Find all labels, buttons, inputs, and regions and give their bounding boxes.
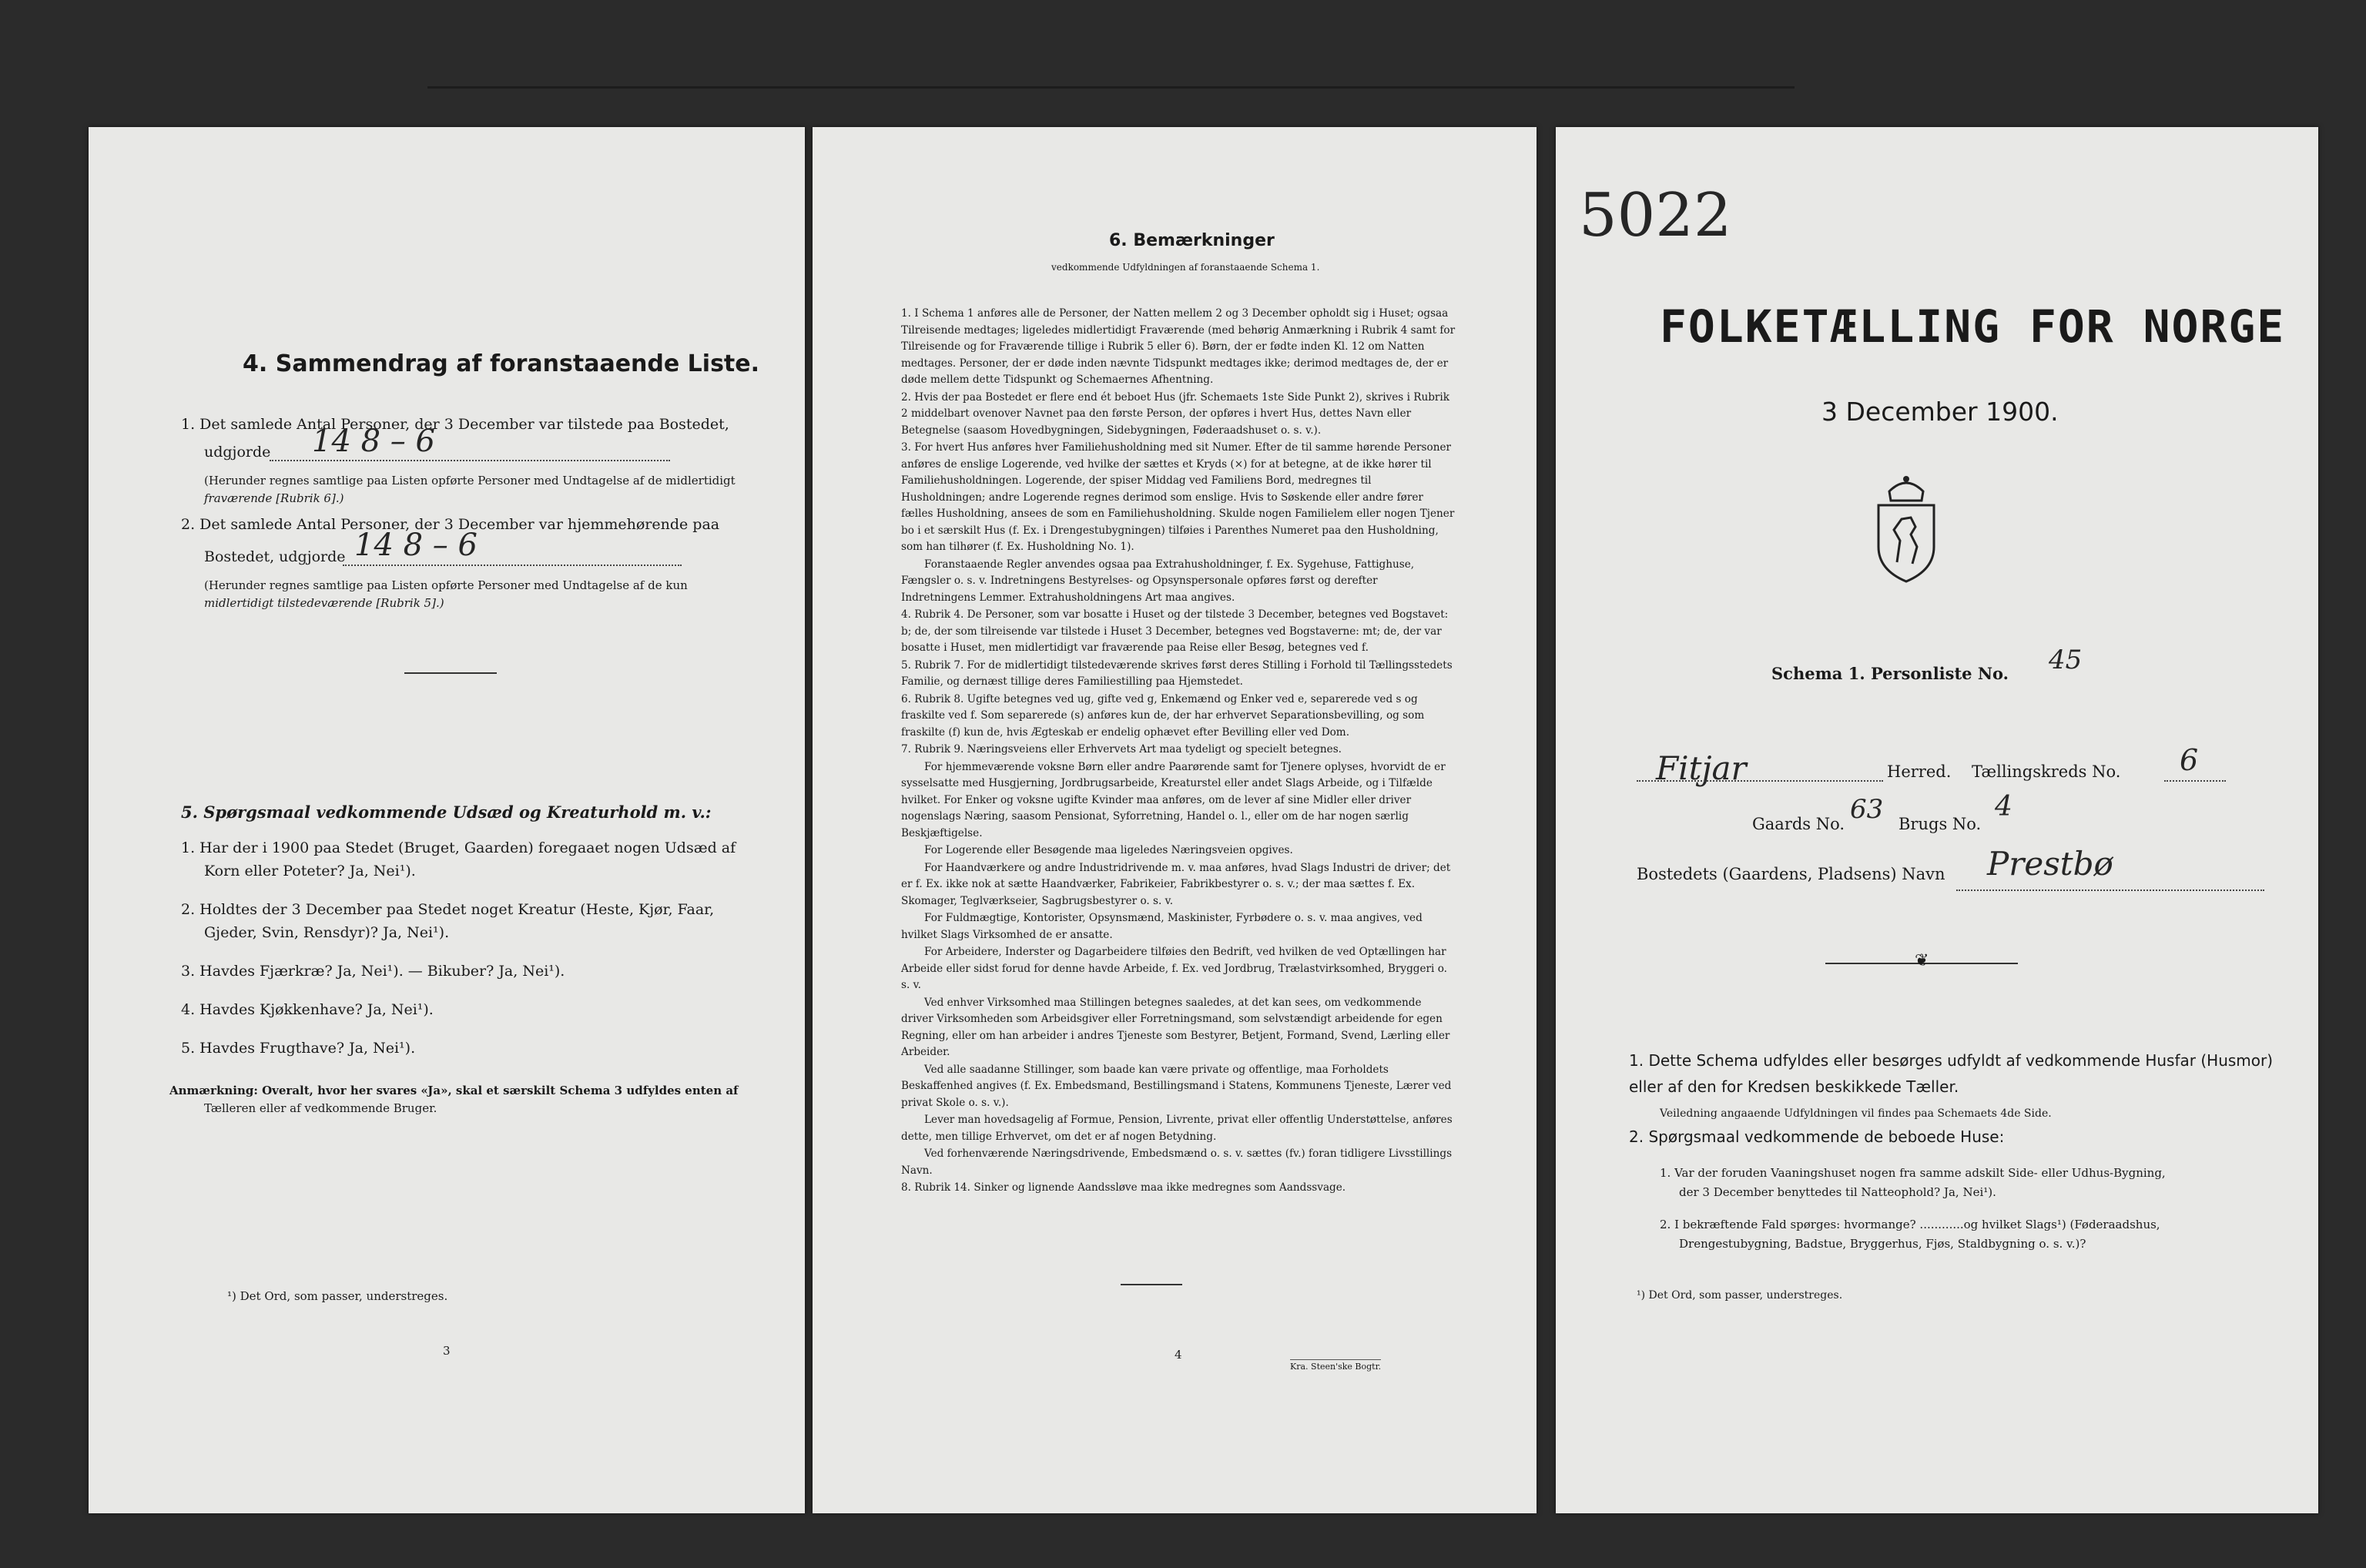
printer-mark: Kra. Steen'ske Bogtr. — [1290, 1359, 1381, 1372]
krets-dotline — [2164, 780, 2226, 782]
bosted-value: Prestbø — [1987, 845, 2113, 883]
instruction-2-2b: Drengestubygning, Badstue, Bryggerhus, Fjøs, Staldbygning o. s. v.)? — [1679, 1237, 2086, 1251]
s5-q2-b: Gjeder, Svin, Rensdyr)? Ja, Nei¹). — [204, 924, 450, 941]
remark-paragraph: 4. Rubrik 4. De Personer, som var bosatte i Huset og der tilstede 3 December, betegnes ved Bogstavet: b; de, der som tilreisende var tilstede i Huset 3 December, betegnes ved Bogstaverne: mt; de, der var bosatte i Huset, men midlertidigt var fraværende paa Reise eller Besøg, betegnes ved f. — [901, 608, 1449, 654]
remark-1: Anmærkning: Overalt, hvor her svares «Ja», skal et særskilt Schema 3 udfyldes enten af — [169, 1084, 739, 1097]
gaard-label: Gaards No. — [1752, 815, 1845, 833]
remark-paragraph: Foranstaaende Regler anvendes ogsaa paa Extrahusholdninger, f. Ex. Sygehuse, Fattighuse, Fængsler o. s. v. Indretningens Bestyrelses- og Opsynspersonale opføres først og derefter Indretningens Lemmer. Extrahusholdningens Art maa angives. — [901, 558, 1415, 604]
q2-note-2: midlertidigt tilstedeværende [Rubrik 5].) — [204, 596, 444, 610]
divider — [1121, 1284, 1182, 1285]
remark-paragraph: Ved alle saadanne Stillinger, som baade kan være private og offentlige, maa Forholdets Beskaffenhed angives (f. Ex. Embedsmand, Bestillingsmand i Statens, Kommunens Tjeneste, Lærer ved privat Skole o. s. v.). — [901, 1063, 1452, 1109]
footnote: ¹) Det Ord, som passer, understreges. — [227, 1289, 448, 1303]
page-number: 4 — [1175, 1348, 1182, 1362]
instruction-2: 2. Spørgsmaal vedkommende de beboede Huse: — [1629, 1127, 2005, 1146]
remark-paragraph: For Logerende eller Besøgende maa ligeledes Næringsveien opgives. — [924, 844, 1293, 856]
q1-dotline — [270, 460, 670, 461]
remark-paragraph: For hjemmeværende voksne Børn eller andre Paarørende samt for Tjenere oplyses, hvorvidt de er sysselsatte med Husgjerning, Jordbrugsarbeide, Kreaturstel eller andet Slags Arbeide, og i Tilfælde hvilket. For Enker og voksne ugifte Kvinder maa anføres, om de lever af sine Midler eller driver nogenslags Næring, saasom Pensionat, Syforretning, Handel o. l., eller om de har nogen særlig Beskjæftigelse. — [901, 760, 1446, 839]
remark-paragraph: For Haandværkere og andre Industridrivende m. v. maa anføres, hvad Slags Industri de driver; det er f. Ex. ikke nok at sætte Haandværker, Fabrikeier, Fabrikbestyrer o. s. v.; der maa sættes f. Ex. Skomager, Teglværkseier, Sagbrugsbestyrer o. s. v. — [901, 861, 1451, 907]
herred-dotline — [1637, 780, 1883, 782]
divider — [404, 672, 497, 674]
s5-q2-a: 2. Holdtes der 3 December paa Stedet noget Kreatur (Heste, Kjør, Faar, — [181, 901, 715, 918]
census-date: 3 December 1900. — [1821, 397, 2059, 427]
page-4 — [813, 127, 1537, 1513]
q1-note-1: (Herunder regnes samtlige paa Listen opførte Personer med Undtagelse af de midlertidigt — [204, 474, 736, 487]
coat-of-arms-icon — [1868, 470, 1945, 585]
remark-paragraph: Ved forhenværende Næringsdrivende, Embedsmænd o. s. v. sættes (fv.) foran tidligere Livsstillings Navn. — [901, 1148, 1453, 1177]
q2-text: 2. Det samlede Antal Personer, der 3 December var hjemmehørende paa — [181, 516, 720, 533]
remark-paragraph: 3. For hvert Hus anføres hver Familiehusholdning med sit Numer. Efter de til samme hørende Personer anføres de enslige Logerende, ved hvilke der sættes et Kryds (×) for at betegne, at de ikke hører til Familiehusholdningen. Logerende, der spiser Middag ved Familiens Bord, medregnes til Husholdningen; andre Logerende regnes derimod som enslige. Hvis to Søskende eller andre fører fælles Husholdning, ansees de som en Familiehusholdning. Skulde nogen Familielem eller nogen Tjener bo i et særskilt Hus (f. Ex. i Drengestubygningen) tilføies i Parenthes Numeret paa den Husholdning, som han tilhører (f. Ex. Husholdning No. 1). — [901, 441, 1455, 553]
instruction-2-2a: 2. I bekræftende Fald spørges: hvormange? ............og hvilket Slags¹) (Føderaadshus, — [1660, 1218, 2160, 1231]
krets-label: Tællingskreds No. — [1972, 762, 2121, 781]
s5-q3: 3. Havdes Fjærkræ? Ja, Nei¹). — Bikuber? Ja, Nei¹). — [181, 963, 565, 980]
page-1-cover — [1556, 127, 2318, 1513]
bosted-label: Bostedets (Gaardens, Pladsens) Navn — [1637, 865, 1945, 883]
s5-q1-a: 1. Har der i 1900 paa Stedet (Bruget, Gaarden) foregaaet nogen Udsæd af — [181, 839, 736, 856]
top-edge-line — [427, 86, 1795, 89]
instruction-2-1b: der 3 December benyttedes til Natteophold? Ja, Nei¹). — [1679, 1185, 1996, 1199]
instruction-1-note: Veiledning angaaende Udfyldningen vil findes paa Schemaets 4de Side. — [1660, 1107, 2052, 1120]
page-3 — [89, 127, 805, 1513]
instruction-2-1a: 1. Var der foruden Vaaningshuset nogen fra samme adskilt Side- eller Udhus-Bygning, — [1660, 1166, 2166, 1180]
herred-label: Herred. — [1887, 762, 1952, 781]
brug-label: Brugs No. — [1898, 815, 1982, 833]
remark-paragraph: Ved enhver Virksomhed maa Stillingen betegnes saaledes, at det kan sees, om vedkommende driver Virksomheden som Arbeidsgiver eller Forretningsmand, som selvstændigt arbeidende for egen Regning, eller om han arbeider i andres Tjeneste som Bestyrer, Betjent, Formand, Svend, Lærling eller Arbeider. — [901, 996, 1450, 1058]
remark-2: Tælleren eller af vedkommende Bruger. — [204, 1101, 437, 1115]
remark-paragraph: 1. I Schema 1 anføres alle de Personer, der Natten mellem 2 og 3 December opholdt sig i Huset; ogsaa Tilreisende medtages; ligeledes midlertidigt Fraværende (med behørig Anmærkning i Rubrik 4 samt for Tilreisende og for Fraværende tillige i Rubrik 5 eller 6). Børn, der er fødte inden Kl. 12 om Natten medtages. Personer, der er døde inden nævnte Tidspunkt medtages ikke; derimod medtages de, der er døde mellem dette Tidspunkt og Schemaernes Afhentning. — [901, 307, 1456, 386]
schema-number: 45 — [2049, 645, 2083, 675]
remarks-body — [901, 306, 1456, 1198]
q2-values: 14 8 – 6 — [354, 528, 478, 563]
remark-paragraph: 6. Rubrik 8. Ugifte betegnes ved ug, gifte ved g, Enkemænd og Enker ved e, separerede ved s og fraskilte ved f. Som separerede (s) anføres kun de, der har erhvervet Separationsbevilling, og som fraskilte (f) kun de, hvis Ægteskab er endelig ophævet efter Bevilling eller ved Dom. — [901, 692, 1425, 739]
instruction-1: 1. Dette Schema udfyldes eller besørges udfyldt af vedkommende Husfar (Husmor) eller af den for Kredsen beskikkede Tæller. — [1629, 1051, 2274, 1096]
s5-q1-b: Korn eller Poteter? Ja, Nei¹). — [204, 863, 416, 879]
q1-lead: udgjorde — [204, 444, 271, 461]
q1-text: 1. Det samlede Antal Personer, der 3 December var tilstede paa Bostedet, — [181, 416, 729, 433]
s5-q4: 4. Havdes Kjøkkenhave? Ja, Nei¹). — [181, 1001, 434, 1018]
krets-value: 6 — [2180, 743, 2199, 777]
remark-paragraph: 2. Hvis der paa Bostedet er flere end ét beboet Hus (jfr. Schemaets 1ste Side Punkt 2), skrives i Rubrik 2 middelbart ovenover Navnet paa den første Person, der opføres i hvert Hus, dettes Navn eller Betegnelse (saasom Hovedbygningen, Sidebygningen, Føderaadshuset o. s. v.). — [901, 390, 1450, 437]
q1-values: 14 8 – 6 — [312, 424, 435, 459]
q2-dotline — [343, 565, 682, 566]
schema-label: Schema 1. Personliste No. — [1771, 664, 2009, 683]
q1-note-2: fraværende [Rubrik 6].) — [204, 491, 344, 505]
bosted-dotline — [1956, 890, 2264, 891]
remarks-subtitle: vedkommende Udfyldningen af foranstaaende Schema 1. — [1051, 262, 1320, 273]
remark-paragraph: 8. Rubrik 14. Sinker og lignende Aandssløve maa ikke medregnes som Aandssvage. — [901, 1181, 1346, 1194]
remark-paragraph: For Arbeidere, Inderster og Dagarbeidere tilføies den Bedrift, ved hvilken de ved Optællingen har Arbeide eller sidst forud for denne havde Arbeide, f. Ex. ved Jordbrug, Trælastvirksomhed, Bryggeri o. s. v. — [901, 946, 1447, 991]
remark-paragraph: Lever man hovedsagelig af Formue, Pension, Livrente, privat eller offentlig Understøttelse, anføres dette, men tillige Erhvervet, om det er af nogen Betydning. — [901, 1114, 1453, 1143]
census-title: FOLKETÆLLING FOR NORGE — [1660, 300, 2286, 353]
remark-paragraph: 5. Rubrik 7. For de midlertidigt tilstedeværende skrives først deres Stilling i Forhold til Tællingsstedets Familie, og dernæst tillige deres Familiestilling paa Hjemstedet. — [901, 658, 1453, 688]
q2-note-1: (Herunder regnes samtlige paa Listen opførte Personer med Undtagelse af de kun — [204, 578, 688, 592]
page-number: 3 — [443, 1344, 451, 1358]
remark-paragraph: 7. Rubrik 9. Næringsveiens eller Erhvervets Art maa tydeligt og specielt betegnes. — [901, 743, 1342, 756]
section-5-title: 5. Spørgsmaal vedkommende Udsæd og Kreaturhold m. v.: — [181, 802, 712, 822]
ornament-icon: ❦ — [1915, 951, 1929, 970]
archive-number: 5022 — [1579, 181, 1732, 250]
remarks-title: 6. Bemærkninger — [1109, 231, 1275, 250]
footnote: ¹) Det Ord, som passer, understreges. — [1637, 1289, 1843, 1302]
remark-paragraph: For Fuldmægtige, Kontorister, Opsynsmænd, Maskinister, Fyrbødere o. s. v. maa angives, ved hvilket Slags Virksomhed de er ansatte. — [901, 912, 1423, 941]
herred-value: Fitjar — [1656, 749, 1747, 787]
q2-lead: Bostedet, udgjorde — [204, 548, 346, 565]
s5-q5: 5. Havdes Frugthave? Ja, Nei¹). — [181, 1040, 416, 1057]
brug-value: 4 — [1995, 791, 2012, 823]
gaard-value: 63 — [1850, 794, 1884, 825]
section-4-title: 4. Sammendrag af foranstaaende Liste. — [243, 350, 760, 377]
